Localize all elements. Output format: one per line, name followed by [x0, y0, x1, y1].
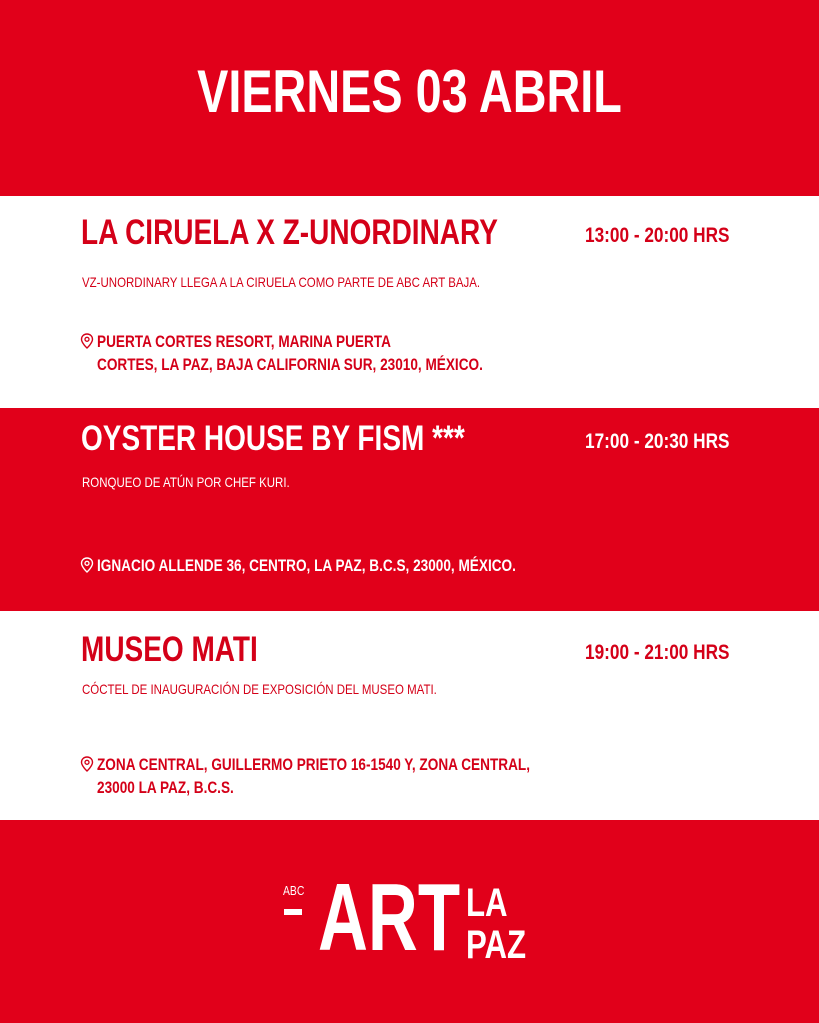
logo-prefix: ABC [283, 883, 305, 898]
event-card [0, 408, 819, 611]
location-pin-icon [80, 756, 94, 772]
page-title: VIERNES 03 ABRIL [197, 58, 622, 125]
event-description: VZ-UNORDINARY LLEGA A LA CIRUELA COMO PARTE DE ABC ART BAJA. [82, 274, 481, 290]
event-time: 13:00 - 20:00 HRS [585, 224, 730, 247]
location-line-2: 23000 LA PAZ, B.C.S. [97, 778, 234, 797]
event-location [80, 330, 579, 376]
location-line-1: ZONA CENTRAL, GUILLERMO PRIETO 16-1540 Y, ZONA CENTRAL, [97, 755, 530, 774]
logo-dash [284, 909, 302, 915]
event-location [80, 753, 638, 799]
event-description: CÓCTEL DE INAUGURACIÓN DE EXPOSICIÓN DEL MUSEO MATI. [82, 681, 437, 697]
location-pin-icon [80, 333, 94, 349]
location-text [97, 330, 483, 376]
logo-line-2: PAZ [466, 923, 527, 967]
event-time: 19:00 - 21:00 HRS [585, 641, 730, 664]
event-title: LA CIRUELA X Z-UNORDINARY [81, 213, 498, 252]
location-line-1: PUERTA CORTES RESORT, MARINA PUERTA [97, 332, 391, 351]
location-line-1: IGNACIO ALLENDE 36, CENTRO, LA PAZ, B.C.S, 23000, MÉXICO. [97, 556, 516, 575]
location-text [97, 753, 530, 799]
event-title: OYSTER HOUSE BY FISM *** [81, 419, 465, 458]
header-band [0, 0, 819, 196]
location-line-2: CORTES, LA PAZ, BAJA CALIFORNIA SUR, 23010, MÉXICO. [97, 355, 483, 374]
location-text [97, 554, 516, 577]
logo-line-1: LA [466, 881, 508, 925]
event-title: MUSEO MATI [81, 630, 258, 669]
logo-main: ART [318, 864, 461, 971]
event-time: 17:00 - 20:30 HRS [585, 430, 730, 453]
event-location [80, 554, 621, 577]
event-description: RONQUEO DE ATÚN POR CHEF KURI. [82, 474, 290, 490]
event-card [0, 611, 819, 820]
location-pin-icon [80, 557, 94, 573]
event-card [0, 196, 819, 408]
